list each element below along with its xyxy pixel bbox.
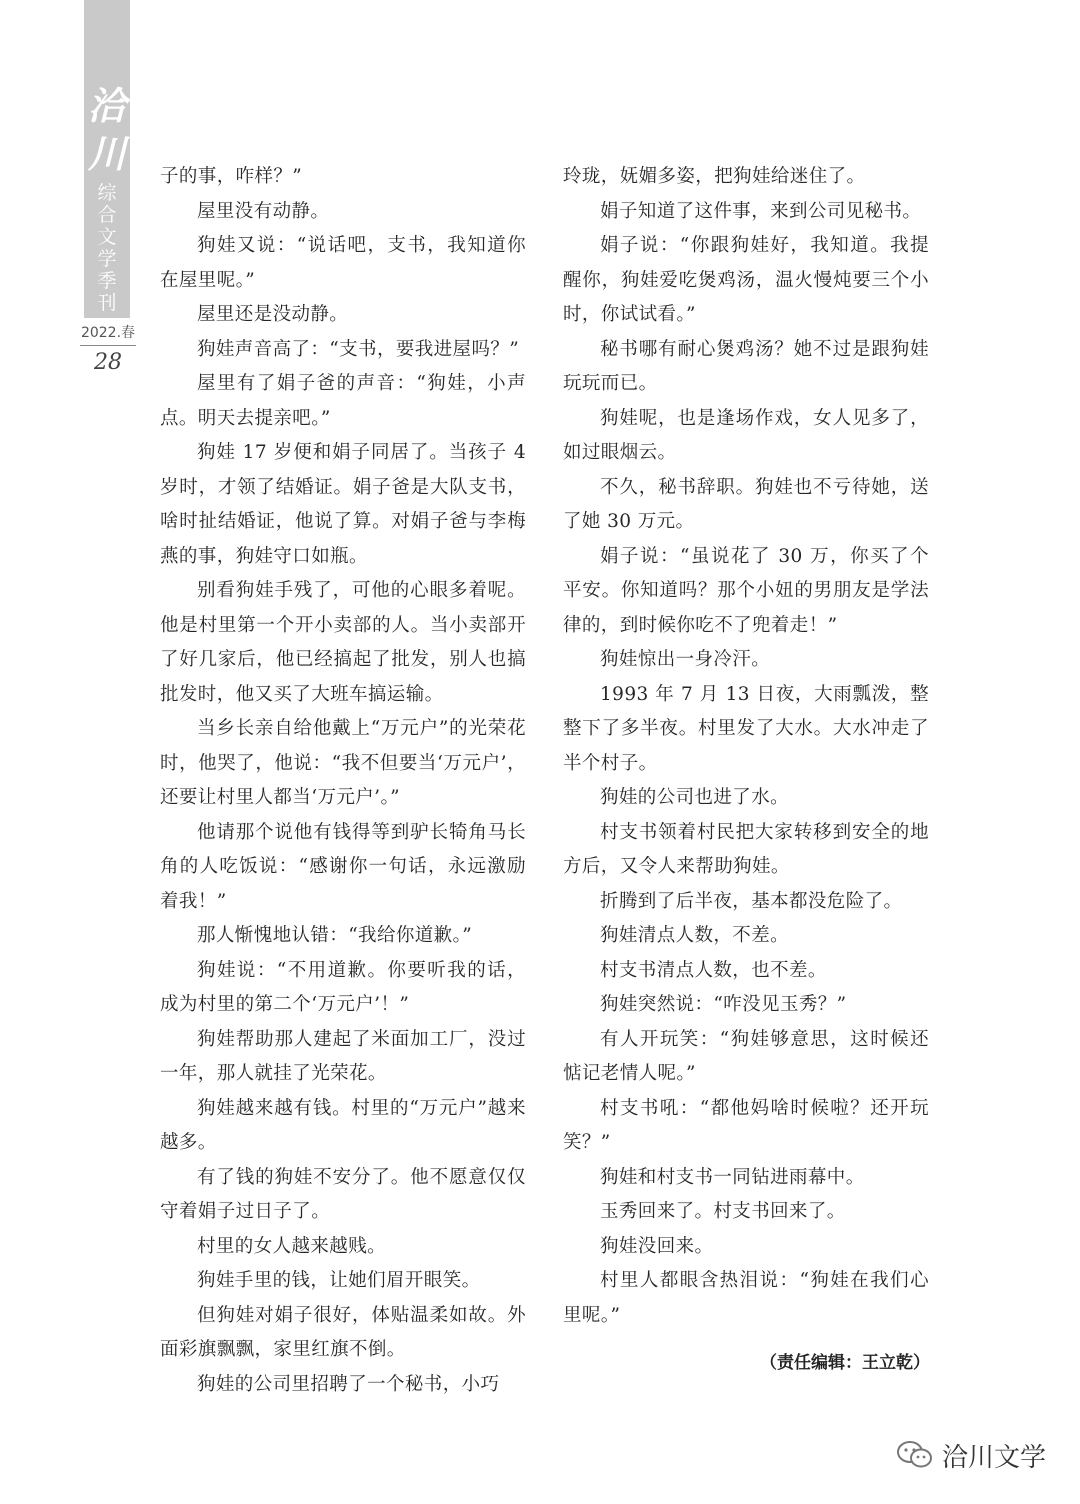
watermark-text: 洽川文学 [942, 1442, 1047, 1473]
paragraph: 狗娃又说：“说话吧，支书，我知道你在屋里呢。” [160, 235, 526, 291]
paragraph: 狗娃没回来。 [600, 1235, 714, 1257]
paragraph: 娟子说：“你跟狗娃好，我知道。我提醒你，狗娃爱吃煲鸡汤，温火慢炖要三个小时，你试试看。” [563, 235, 929, 325]
paragraph: 娟子说：“虽说花了 30 万，你买了个平安。你知道吗？那个小妞的男朋友是学法律的，到时候你吃不了兜着走！” [563, 545, 929, 636]
paragraph: 村里的女人越来越贱。 [197, 1235, 387, 1257]
wechat-icon [896, 1439, 934, 1471]
paragraph: 村里人都眼含热泪说：“狗娃在我们心里呢。” [563, 1270, 929, 1326]
paragraph: 屋里没有动静。 [197, 200, 330, 222]
paragraph: 有人开玩笑：“狗娃够意思，这时候还惦记老情人呢。” [563, 1028, 929, 1084]
article-right-column [563, 160, 929, 1333]
paragraph: 他请那个说他有钱得等到驴长犄角马长角的人吃饭说：“感谢你一句话，永远激励着我！” [160, 821, 526, 912]
paragraph: 屋里还是没动静。 [197, 304, 349, 325]
paragraph: 屋里有了娟子爸的声音：“狗娃，小声点。明天去提亲吧。” [160, 373, 526, 429]
paragraph: 狗娃突然说：“咋没见玉秀？” [600, 994, 847, 1015]
paragraph: 有了钱的狗娃不安分了。他不愿意仅仅守着娟子过日子了。 [160, 1166, 526, 1222]
paragraph: 玲珑，妩媚多姿，把狗娃给迷住了。 [563, 166, 866, 187]
paragraph: 那人惭愧地认错：“我给你道歉。” [197, 925, 473, 946]
wechat-watermark [896, 1437, 1046, 1473]
paragraph: 狗娃帮助那人建起了米面加工厂，没过一年，那人就挂了光荣花。 [160, 1028, 526, 1084]
paragraph: 折腾到了后半夜，基本都没危险了。 [600, 890, 903, 912]
page-number: 28 [94, 350, 122, 375]
paragraph: 狗娃 17 岁便和娟子同居了。当孩子 4 岁时，才领了结婚证。娟子爸是大队支书，啥时扯结婚证，他说了算。对娟子爸与李梅燕的事，狗娃守口如瓶。 [160, 442, 526, 567]
paragraph: 别看狗娃手残了，可他的心眼多着呢。他是村里第一个开小卖部的人。当小卖部开了好几家后，他已经搞起了批发，别人也搞批发时，他又买了大班车搞运输。 [160, 580, 526, 705]
paragraph: 村支书吼：“都他妈啥时候啦？还开玩笑？” [563, 1097, 929, 1153]
issue-label: 2022.春 [80, 322, 136, 346]
paragraph: 不久，秘书辞职。狗娃也不亏待她，送了她 30 万元。 [563, 476, 929, 532]
paragraph: 狗娃呢，也是逢场作戏，女人见多了，如过眼烟云。 [563, 407, 929, 463]
paragraph: 当乡长亲自给他戴上“万元户”的光荣花时，他哭了，他说：“我不但要当‘万元户’，还要让村里人都当‘万元户’。” [160, 718, 526, 808]
paragraph: 子的事，咋样？” [160, 166, 303, 187]
paragraph: 狗娃惊出一身冷汗。 [600, 649, 771, 670]
paragraph: 狗娃和村支书一同钻进雨幕中。 [600, 1166, 865, 1188]
paragraph: 1993 年 7 月 13 日夜，大雨瓢泼，整整下了多半夜。村里发了大水。大水冲走了半个村子。 [563, 683, 929, 774]
article-left-column [160, 160, 526, 1402]
paragraph: 但狗娃对娟子很好，体贴温柔如故。外面彩旗飘飘，家里红旗不倒。 [160, 1304, 526, 1360]
paragraph: 村支书清点人数，也不差。 [600, 959, 827, 981]
paragraph: 狗娃声音高了：“支书，要我进屋吗？” [197, 338, 520, 360]
paragraph: 狗娃清点人数，不差。 [600, 925, 790, 946]
paragraph: 秘书哪有耐心煲鸡汤？她不过是跟狗娃玩玩而已。 [563, 338, 929, 394]
paragraph: 狗娃的公司也进了水。 [600, 787, 790, 808]
paragraph: 狗娃手里的钱，让她们眉开眼笑。 [197, 1270, 481, 1291]
editor-note: （责任编辑：王立乾） [760, 1353, 930, 1373]
paragraph: 狗娃越来越有钱。村里的“万元户”越来越多。 [160, 1097, 526, 1153]
paragraph: 娟子知道了这件事，来到公司见秘书。 [600, 200, 922, 222]
magazine-subtitle: 综 合 文 学 季 刊 [97, 182, 117, 314]
paragraph: 村支书领着村民把大家转移到安全的地方后，又令人来帮助狗娃。 [563, 821, 929, 877]
paragraph: 玉秀回来了。村支书回来了。 [600, 1201, 846, 1222]
magazine-title: 洽 川 [87, 83, 126, 176]
paragraph: 狗娃说：“不用道歉。你要听我的话，成为村里的第二个‘万元户’！” [160, 959, 526, 1015]
paragraph: 狗娃的公司里招聘了一个秘书，小巧 [197, 1373, 500, 1395]
